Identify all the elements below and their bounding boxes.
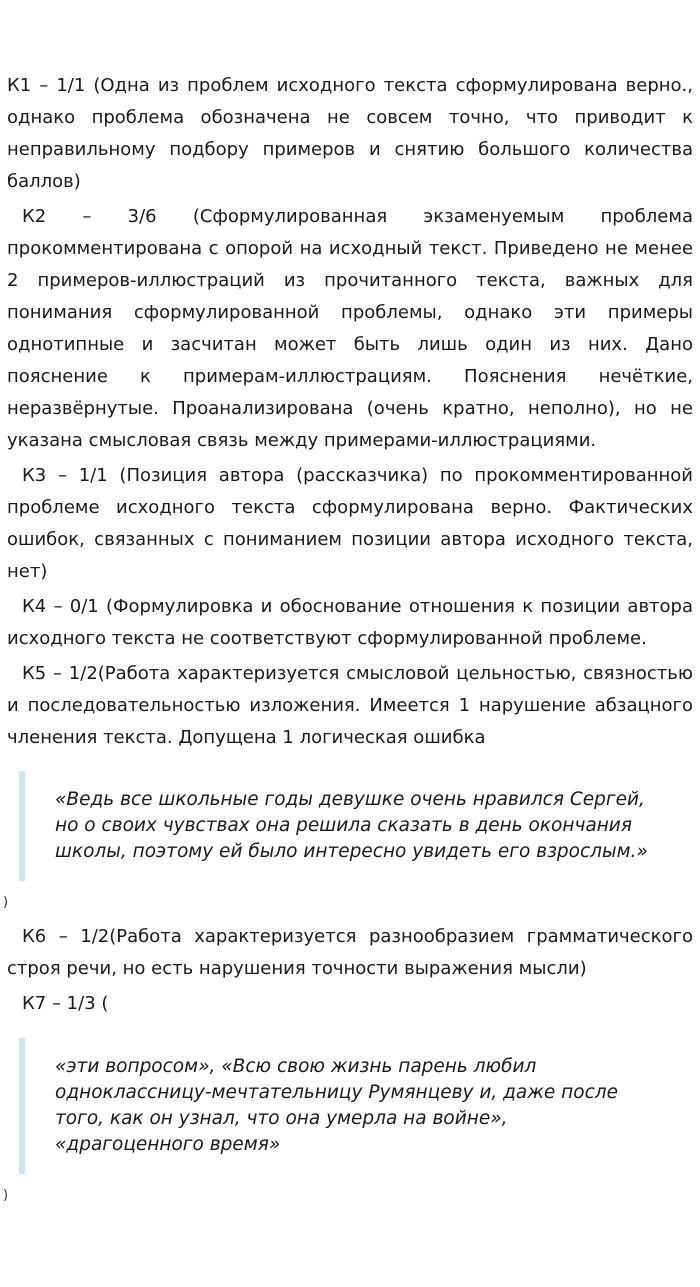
criterion-k4: К4 – 0/1 (Формулировка и обоснование отношения к позиции автора исходного текста не соответствуют сформулированной проблеме. — [7, 596, 693, 649]
quote-example-k7: «эти вопросом», «Всю свою жизнь парень любил одноклассницу-мечтательницу Румянцеву и, даже после того, как он узнал, что она умерла на войне», «драгоценного время» — [19, 1038, 693, 1174]
quote-example-k5: «Ведь все школьные годы девушке очень нравился Сергей, но о своих чувствах она решила сказать в день окончания школы, поэтому ей было интересно увидеть его взрослым.» — [19, 771, 693, 881]
criterion-k6: К6 – 1/2(Работа характеризуется разнообразием грамматического строя речи, но есть нарушения точности выражения мысли) — [7, 926, 693, 979]
document-body — [3, 70, 693, 1204]
criterion-k5: К5 – 1/2(Работа характеризуется смысловой цельностью, связностью и последовательностью изложения. Имеется 1 нарушение абзацного членения текста. Допущена 1 логическая ошибка — [7, 663, 693, 748]
criterion-k1: К1 – 1/1 (Одна из проблем исходного текста сформулирована верно., однако проблема обозначена не совсем точно, что приводит к неправильному подбору примеров и снятию большого количества баллов) — [7, 75, 693, 192]
closing-paren-k7: ) — [3, 1188, 9, 1203]
criterion-k3: К3 – 1/1 (Позиция автора (рассказчика) по прокомментированной проблеме исходного текста сформулирована верно. Фактических ошибок, связанных с пониманием позиции автора исходного текста, нет) — [7, 465, 693, 582]
criterion-k2: К2 – 3/6 (Сформулированная экзаменуемым проблема прокомментирована с опорой на исходный текст. Приведено не менее 2 примеров-иллюстраций из прочитанного текста, важных для понимания сформулированной проблемы, однако эти примеры однотипные и засчитан может быть лишь один из них. Дано пояснение к примерам-иллюстрациям. Пояснения нечёткие, неразвёрнутые. Проанализирована (очень кратно, неполно), но не указана смысловая связь между примерами-иллюстрациями. — [7, 206, 693, 451]
closing-paren-k5: ) — [3, 895, 9, 910]
criterion-k7: К7 – 1/3 ( — [22, 993, 109, 1014]
